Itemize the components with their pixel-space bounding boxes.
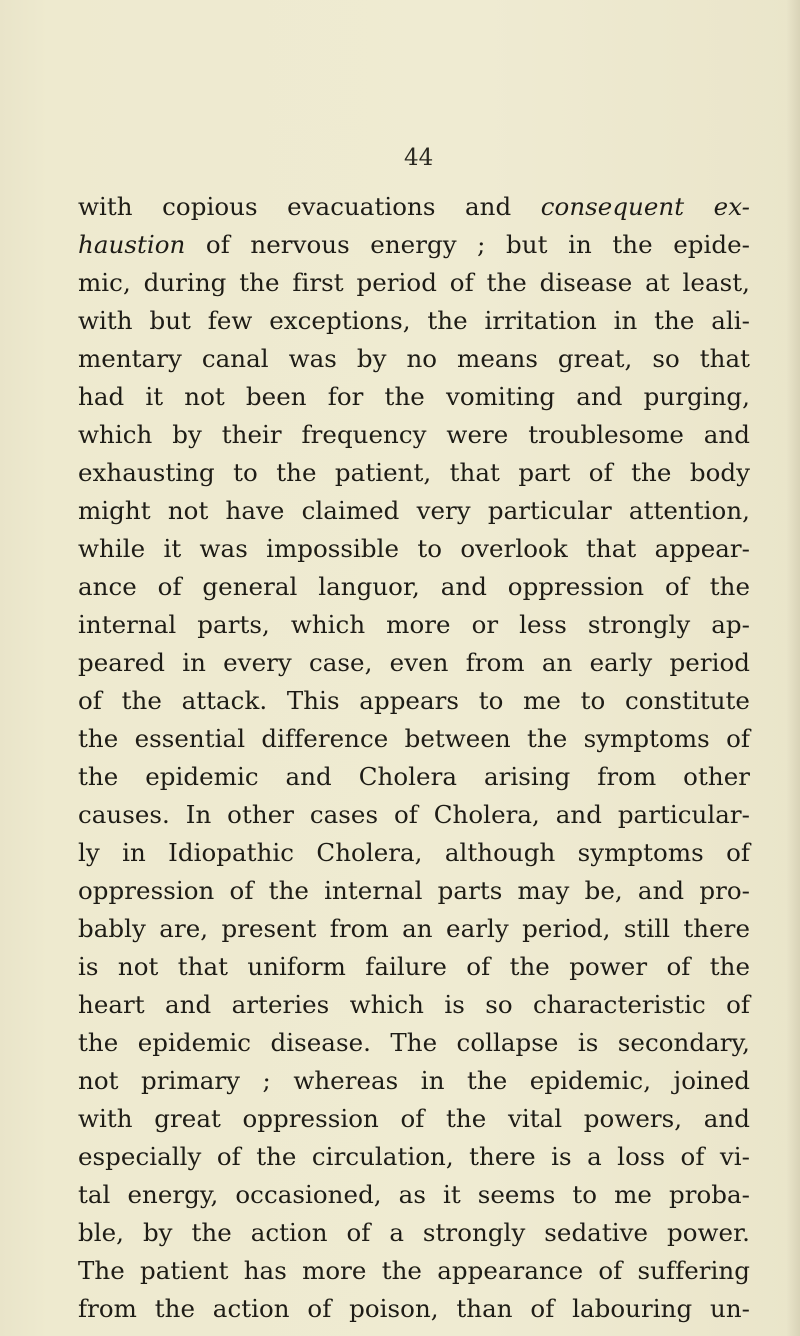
text-line-26: especially of the circulation, there is a loss of vi- (78, 1142, 750, 1171)
text-line-9: might not have claimed very particular attention, (78, 496, 750, 525)
text-line-16: the epidemic and Cholera arising from other (78, 762, 750, 791)
text-line-7: which by their frequency were troublesome and (78, 420, 750, 449)
text-line-20: bably are, present from an early period, still there (78, 914, 750, 943)
text-line-12: internal parts, which more or less strongly ap- (78, 610, 750, 639)
line-1-roman: with copious evacuations and (78, 192, 541, 221)
text-line-18: ly in Idiopathic Cholera, although symptoms of (78, 838, 750, 867)
page-number: 44 (404, 145, 434, 171)
text-line-21: is not that uniform failure of the power of the (78, 952, 750, 981)
text-line-19: oppression of the internal parts may be, and pro- (78, 876, 750, 905)
text-line-30: from the action of poison, than of labouring un- (78, 1294, 750, 1323)
text-line-1 (78, 188, 750, 226)
text-line-22: heart and arteries which is so characteristic of (78, 990, 750, 1019)
text-line-14: of the attack. This appears to me to constitute (78, 686, 750, 715)
text-line-15: the essential difference between the symptoms of (78, 724, 750, 753)
text-line-25: with great oppression of the vital powers, and (78, 1104, 750, 1133)
text-line-23: the epidemic disease. The collapse is secondary, (78, 1028, 750, 1057)
text-line-3: mic, during the first period of the disease at least, (78, 268, 750, 297)
line-2-roman: of nervous energy ; but in the epide- (185, 230, 750, 259)
text-line-6: had it not been for the vomiting and purging, (78, 382, 750, 411)
text-line-4: with but few exceptions, the irritation in the ali- (78, 306, 750, 335)
text-line-27: tal energy, occasioned, as it seems to me proba- (78, 1180, 750, 1209)
text-line-17: causes. In other cases of Cholera, and particular- (78, 800, 750, 829)
text-line-24: not primary ; whereas in the epidemic, joined (78, 1066, 750, 1095)
page-edge-shadow (786, 0, 800, 1336)
text-line-28: ble, by the action of a strongly sedative power. (78, 1218, 750, 1247)
line-2-italic: haustion (78, 230, 186, 259)
text-line-11: ance of general languor, and oppression of the (78, 572, 750, 601)
text-line-13: peared in every case, even from an early period (78, 648, 750, 677)
text-line-29: The patient has more the appearance of suffering (78, 1256, 750, 1285)
text-line-10: while it was impossible to overlook that appear- (78, 534, 750, 563)
text-line-8: exhausting to the patient, that part of the body (78, 458, 750, 487)
text-line-5: mentary canal was by no means great, so that (78, 344, 750, 373)
line-1-italic: consequent ex- (540, 192, 750, 221)
text-line-2 (78, 226, 750, 264)
